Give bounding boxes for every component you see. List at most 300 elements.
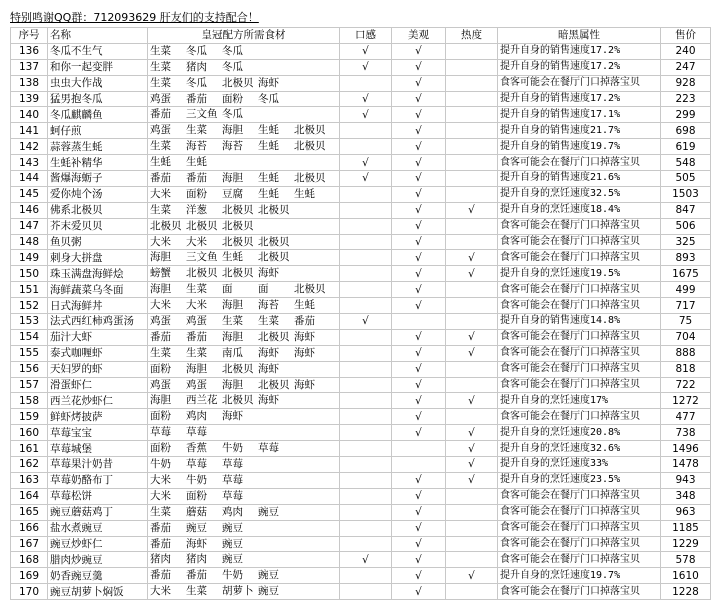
cell-id[interactable]: 136 — [11, 43, 48, 59]
cell-price[interactable]: 499 — [661, 282, 711, 298]
cell-taste[interactable] — [340, 123, 392, 139]
cell-looks[interactable] — [392, 552, 446, 568]
cell-materials[interactable] — [148, 171, 340, 187]
cell-heat[interactable] — [446, 329, 498, 345]
cell-id[interactable]: 160 — [11, 425, 48, 441]
cell-materials[interactable] — [148, 155, 340, 171]
cell-dark-attr[interactable]: 提升自身的烹饪速度20.8% — [498, 425, 661, 441]
cell-looks[interactable] — [392, 488, 446, 504]
cell-name[interactable]: 盐水煮豌豆 — [48, 520, 148, 536]
cell-id[interactable]: 145 — [11, 186, 48, 202]
cell-price[interactable]: 1228 — [661, 584, 711, 600]
cell-id[interactable]: 164 — [11, 488, 48, 504]
cell-materials[interactable] — [148, 282, 340, 298]
cell-materials[interactable] — [148, 250, 340, 266]
cell-dark-attr[interactable]: 提升自身的烹饪速度18.4% — [498, 202, 661, 218]
cell-heat[interactable] — [446, 171, 498, 187]
table-row[interactable] — [11, 91, 711, 107]
cell-taste[interactable] — [340, 441, 392, 457]
cell-dark-attr[interactable]: 提升自身的销售速度17.2% — [498, 43, 661, 59]
cell-name[interactable]: 滑蛋虾仁 — [48, 377, 148, 393]
cell-name[interactable]: 冬瓜麒麟鱼 — [48, 107, 148, 123]
cell-taste[interactable] — [340, 75, 392, 91]
cell-looks[interactable] — [392, 393, 446, 409]
cell-dark-attr[interactable]: 提升自身的烹饪速度23.5% — [498, 472, 661, 488]
table-row[interactable] — [11, 504, 711, 520]
header-materials[interactable]: 皇冠配方所需食材 — [148, 28, 340, 44]
cell-materials[interactable] — [148, 425, 340, 441]
cell-taste[interactable] — [340, 520, 392, 536]
cell-name[interactable]: 蒜蓉蒸生蚝 — [48, 139, 148, 155]
cell-heat[interactable] — [446, 552, 498, 568]
table-row[interactable] — [11, 536, 711, 552]
cell-heat[interactable] — [446, 266, 498, 282]
cell-materials[interactable] — [148, 361, 340, 377]
cell-looks[interactable] — [392, 504, 446, 520]
cell-id[interactable]: 168 — [11, 552, 48, 568]
cell-taste[interactable] — [340, 107, 392, 123]
cell-dark-attr[interactable]: 食客可能会在餐厅门口掉落宝贝 — [498, 504, 661, 520]
cell-materials[interactable] — [148, 186, 340, 202]
table-row[interactable] — [11, 171, 711, 187]
cell-materials[interactable] — [148, 409, 340, 425]
cell-looks[interactable] — [392, 457, 446, 473]
cell-taste[interactable] — [340, 139, 392, 155]
cell-looks[interactable] — [392, 409, 446, 425]
cell-looks[interactable] — [392, 234, 446, 250]
cell-name[interactable]: 草莓果汁奶昔 — [48, 457, 148, 473]
cell-id[interactable]: 167 — [11, 536, 48, 552]
cell-materials[interactable] — [148, 441, 340, 457]
cell-dark-attr[interactable]: 提升自身的销售速度19.7% — [498, 139, 661, 155]
cell-taste[interactable] — [340, 568, 392, 584]
cell-dark-attr[interactable]: 食客可能会在餐厅门口掉落宝贝 — [498, 536, 661, 552]
cell-heat[interactable] — [446, 123, 498, 139]
cell-id[interactable]: 159 — [11, 409, 48, 425]
cell-looks[interactable] — [392, 472, 446, 488]
cell-price[interactable]: 325 — [661, 234, 711, 250]
cell-id[interactable]: 166 — [11, 520, 48, 536]
cell-dark-attr[interactable]: 食客可能会在餐厅门口掉落宝贝 — [498, 584, 661, 600]
cell-name[interactable]: 豌豆炒虾仁 — [48, 536, 148, 552]
cell-id[interactable]: 139 — [11, 91, 48, 107]
cell-looks[interactable] — [392, 361, 446, 377]
cell-id[interactable]: 162 — [11, 457, 48, 473]
table-row[interactable] — [11, 488, 711, 504]
table-row[interactable] — [11, 377, 711, 393]
cell-price[interactable]: 698 — [661, 123, 711, 139]
cell-heat[interactable] — [446, 409, 498, 425]
cell-dark-attr[interactable]: 食客可能会在餐厅门口掉落宝贝 — [498, 234, 661, 250]
table-row[interactable] — [11, 107, 711, 123]
table-row[interactable] — [11, 202, 711, 218]
cell-dark-attr[interactable]: 提升自身的销售速度21.6% — [498, 171, 661, 187]
cell-heat[interactable] — [446, 393, 498, 409]
table-row[interactable] — [11, 361, 711, 377]
cell-price[interactable]: 506 — [661, 218, 711, 234]
cell-heat[interactable] — [446, 298, 498, 314]
table-row[interactable] — [11, 393, 711, 409]
cell-heat[interactable] — [446, 59, 498, 75]
cell-materials[interactable] — [148, 139, 340, 155]
cell-price[interactable]: 888 — [661, 345, 711, 361]
cell-heat[interactable] — [446, 584, 498, 600]
cell-name[interactable]: 法式西红柿鸡蛋汤 — [48, 314, 148, 330]
cell-name[interactable]: 鲜虾烤披萨 — [48, 409, 148, 425]
cell-taste[interactable] — [340, 202, 392, 218]
cell-heat[interactable] — [446, 202, 498, 218]
cell-price[interactable]: 1496 — [661, 441, 711, 457]
cell-taste[interactable] — [340, 329, 392, 345]
cell-dark-attr[interactable]: 食客可能会在餐厅门口掉落宝贝 — [498, 377, 661, 393]
cell-dark-attr[interactable]: 提升自身的销售速度17.2% — [498, 59, 661, 75]
cell-price[interactable]: 505 — [661, 171, 711, 187]
table-row[interactable] — [11, 43, 711, 59]
cell-name[interactable]: 虫虫大作战 — [48, 75, 148, 91]
cell-taste[interactable] — [340, 488, 392, 504]
cell-heat[interactable] — [446, 186, 498, 202]
cell-heat[interactable] — [446, 345, 498, 361]
cell-id[interactable]: 154 — [11, 329, 48, 345]
cell-id[interactable]: 151 — [11, 282, 48, 298]
cell-dark-attr[interactable]: 食客可能会在餐厅门口掉落宝贝 — [498, 361, 661, 377]
cell-price[interactable]: 1478 — [661, 457, 711, 473]
cell-name[interactable]: 豌豆胡萝卜焖饭 — [48, 584, 148, 600]
cell-dark-attr[interactable]: 食客可能会在餐厅门口掉落宝贝 — [498, 409, 661, 425]
table-row[interactable] — [11, 472, 711, 488]
cell-looks[interactable] — [392, 186, 446, 202]
cell-id[interactable]: 138 — [11, 75, 48, 91]
cell-dark-attr[interactable]: 食客可能会在餐厅门口掉落宝贝 — [498, 345, 661, 361]
table-row[interactable] — [11, 520, 711, 536]
cell-taste[interactable] — [340, 171, 392, 187]
table-row[interactable] — [11, 139, 711, 155]
cell-name[interactable]: 刺身大拼盘 — [48, 250, 148, 266]
cell-looks[interactable] — [392, 155, 446, 171]
cell-materials[interactable] — [148, 520, 340, 536]
cell-id[interactable]: 165 — [11, 504, 48, 520]
cell-name[interactable]: 草莓松饼 — [48, 488, 148, 504]
cell-name[interactable]: 草莓宝宝 — [48, 425, 148, 441]
cell-name[interactable]: 腊肉炒豌豆 — [48, 552, 148, 568]
cell-dark-attr[interactable]: 提升自身的销售速度17.1% — [498, 107, 661, 123]
cell-materials[interactable] — [148, 393, 340, 409]
header-dark-attr[interactable]: 暗黑属性 — [498, 28, 661, 44]
cell-name[interactable]: 冬瓜不生气 — [48, 43, 148, 59]
cell-materials[interactable] — [148, 234, 340, 250]
cell-dark-attr[interactable]: 提升自身的销售速度21.7% — [498, 123, 661, 139]
cell-id[interactable]: 161 — [11, 441, 48, 457]
cell-dark-attr[interactable]: 食客可能会在餐厅门口掉落宝贝 — [498, 520, 661, 536]
cell-id[interactable]: 156 — [11, 361, 48, 377]
cell-name[interactable]: 猛男抱冬瓜 — [48, 91, 148, 107]
cell-price[interactable]: 548 — [661, 155, 711, 171]
table-row[interactable] — [11, 314, 711, 330]
cell-price[interactable]: 299 — [661, 107, 711, 123]
cell-name[interactable]: 天妇罗的虾 — [48, 361, 148, 377]
cell-price[interactable]: 223 — [661, 91, 711, 107]
cell-heat[interactable] — [446, 536, 498, 552]
cell-looks[interactable] — [392, 377, 446, 393]
cell-name[interactable]: 奶香豌豆羹 — [48, 568, 148, 584]
cell-name[interactable]: 和你一起变胖 — [48, 59, 148, 75]
cell-materials[interactable] — [148, 314, 340, 330]
cell-price[interactable]: 893 — [661, 250, 711, 266]
cell-heat[interactable] — [446, 250, 498, 266]
table-row[interactable] — [11, 218, 711, 234]
cell-id[interactable]: 143 — [11, 155, 48, 171]
cell-taste[interactable] — [340, 155, 392, 171]
cell-heat[interactable] — [446, 107, 498, 123]
cell-price[interactable]: 818 — [661, 361, 711, 377]
cell-materials[interactable] — [148, 75, 340, 91]
table-row[interactable] — [11, 552, 711, 568]
header-heat[interactable]: 热度 — [446, 28, 498, 44]
cell-taste[interactable] — [340, 266, 392, 282]
cell-id[interactable]: 170 — [11, 584, 48, 600]
cell-id[interactable]: 141 — [11, 123, 48, 139]
header-taste[interactable]: 口感 — [340, 28, 392, 44]
cell-taste[interactable] — [340, 377, 392, 393]
cell-heat[interactable] — [446, 377, 498, 393]
cell-name[interactable]: 爱你炖个汤 — [48, 186, 148, 202]
cell-price[interactable]: 1610 — [661, 568, 711, 584]
cell-materials[interactable] — [148, 298, 340, 314]
cell-price[interactable]: 477 — [661, 409, 711, 425]
cell-taste[interactable] — [340, 91, 392, 107]
table-row[interactable] — [11, 584, 711, 600]
cell-heat[interactable] — [446, 568, 498, 584]
cell-name[interactable]: 酱爆海蛎子 — [48, 171, 148, 187]
cell-taste[interactable] — [340, 536, 392, 552]
cell-heat[interactable] — [446, 75, 498, 91]
table-row[interactable] — [11, 266, 711, 282]
cell-heat[interactable] — [446, 425, 498, 441]
cell-taste[interactable] — [340, 472, 392, 488]
cell-heat[interactable] — [446, 441, 498, 457]
cell-id[interactable]: 148 — [11, 234, 48, 250]
cell-heat[interactable] — [446, 314, 498, 330]
cell-price[interactable]: 619 — [661, 139, 711, 155]
cell-id[interactable]: 144 — [11, 171, 48, 187]
cell-looks[interactable] — [392, 425, 446, 441]
cell-dark-attr[interactable]: 食客可能会在餐厅门口掉落宝贝 — [498, 218, 661, 234]
cell-price[interactable]: 722 — [661, 377, 711, 393]
cell-price[interactable]: 928 — [661, 75, 711, 91]
cell-dark-attr[interactable]: 食客可能会在餐厅门口掉落宝贝 — [498, 282, 661, 298]
table-row[interactable] — [11, 425, 711, 441]
cell-looks[interactable] — [392, 584, 446, 600]
cell-heat[interactable] — [446, 488, 498, 504]
cell-dark-attr[interactable]: 食客可能会在餐厅门口掉落宝贝 — [498, 329, 661, 345]
cell-price[interactable]: 1503 — [661, 186, 711, 202]
cell-taste[interactable] — [340, 361, 392, 377]
cell-name[interactable]: 芥末爱贝贝 — [48, 218, 148, 234]
cell-dark-attr[interactable]: 食客可能会在餐厅门口掉落宝贝 — [498, 298, 661, 314]
cell-price[interactable]: 963 — [661, 504, 711, 520]
cell-heat[interactable] — [446, 457, 498, 473]
cell-id[interactable]: 157 — [11, 377, 48, 393]
cell-name[interactable]: 西兰花炒虾仁 — [48, 393, 148, 409]
cell-price[interactable]: 1185 — [661, 520, 711, 536]
cell-heat[interactable] — [446, 504, 498, 520]
cell-taste[interactable] — [340, 457, 392, 473]
table-row[interactable] — [11, 329, 711, 345]
table-row[interactable] — [11, 457, 711, 473]
table-row[interactable] — [11, 186, 711, 202]
cell-id[interactable]: 146 — [11, 202, 48, 218]
cell-dark-attr[interactable]: 提升自身的烹饪速度19.7% — [498, 568, 661, 584]
cell-looks[interactable] — [392, 266, 446, 282]
cell-looks[interactable] — [392, 568, 446, 584]
cell-materials[interactable] — [148, 472, 340, 488]
cell-taste[interactable] — [340, 298, 392, 314]
cell-taste[interactable] — [340, 584, 392, 600]
cell-dark-attr[interactable]: 食客可能会在餐厅门口掉落宝贝 — [498, 552, 661, 568]
table-row[interactable] — [11, 250, 711, 266]
cell-looks[interactable] — [392, 218, 446, 234]
cell-materials[interactable] — [148, 218, 340, 234]
cell-materials[interactable] — [148, 107, 340, 123]
cell-looks[interactable] — [392, 91, 446, 107]
table-row[interactable] — [11, 234, 711, 250]
cell-taste[interactable] — [340, 218, 392, 234]
cell-dark-attr[interactable]: 提升自身的烹饪速度19.5% — [498, 266, 661, 282]
cell-taste[interactable] — [340, 345, 392, 361]
cell-materials[interactable] — [148, 568, 340, 584]
cell-materials[interactable] — [148, 457, 340, 473]
cell-taste[interactable] — [340, 282, 392, 298]
cell-taste[interactable] — [340, 314, 392, 330]
cell-name[interactable]: 海鲜蔬菜乌冬面 — [48, 282, 148, 298]
cell-heat[interactable] — [446, 43, 498, 59]
table-row[interactable] — [11, 59, 711, 75]
header-id[interactable]: 序号 — [11, 28, 48, 44]
cell-name[interactable]: 鱼贝粥 — [48, 234, 148, 250]
cell-price[interactable]: 738 — [661, 425, 711, 441]
cell-price[interactable]: 847 — [661, 202, 711, 218]
cell-price[interactable]: 247 — [661, 59, 711, 75]
cell-looks[interactable] — [392, 329, 446, 345]
cell-dark-attr[interactable]: 提升自身的烹饪速度17% — [498, 393, 661, 409]
cell-taste[interactable] — [340, 234, 392, 250]
cell-heat[interactable] — [446, 218, 498, 234]
cell-name[interactable]: 蚵仔煎 — [48, 123, 148, 139]
cell-materials[interactable] — [148, 552, 340, 568]
table-row[interactable] — [11, 282, 711, 298]
cell-looks[interactable] — [392, 314, 446, 330]
cell-name[interactable]: 佛系北极贝 — [48, 202, 148, 218]
cell-taste[interactable] — [340, 43, 392, 59]
cell-name[interactable]: 日式海鲜丼 — [48, 298, 148, 314]
cell-dark-attr[interactable]: 提升自身的销售速度14.8% — [498, 314, 661, 330]
cell-materials[interactable] — [148, 91, 340, 107]
cell-materials[interactable] — [148, 43, 340, 59]
cell-price[interactable]: 348 — [661, 488, 711, 504]
cell-materials[interactable] — [148, 266, 340, 282]
cell-materials[interactable] — [148, 202, 340, 218]
cell-price[interactable]: 704 — [661, 329, 711, 345]
table-row[interactable] — [11, 441, 711, 457]
cell-heat[interactable] — [446, 234, 498, 250]
cell-heat[interactable] — [446, 91, 498, 107]
table-row[interactable] — [11, 298, 711, 314]
cell-looks[interactable] — [392, 282, 446, 298]
cell-id[interactable]: 158 — [11, 393, 48, 409]
cell-id[interactable]: 142 — [11, 139, 48, 155]
table-row[interactable] — [11, 345, 711, 361]
cell-heat[interactable] — [446, 155, 498, 171]
cell-price[interactable]: 578 — [661, 552, 711, 568]
cell-heat[interactable] — [446, 361, 498, 377]
table-row[interactable] — [11, 155, 711, 171]
cell-id[interactable]: 169 — [11, 568, 48, 584]
cell-dark-attr[interactable]: 提升自身的销售速度17.2% — [498, 91, 661, 107]
cell-taste[interactable] — [340, 409, 392, 425]
cell-price[interactable]: 240 — [661, 43, 711, 59]
cell-name[interactable]: 草莓城堡 — [48, 441, 148, 457]
cell-heat[interactable] — [446, 282, 498, 298]
cell-id[interactable]: 150 — [11, 266, 48, 282]
cell-looks[interactable] — [392, 536, 446, 552]
cell-id[interactable]: 155 — [11, 345, 48, 361]
cell-materials[interactable] — [148, 377, 340, 393]
cell-name[interactable]: 生蚝补精华 — [48, 155, 148, 171]
table-row[interactable] — [11, 123, 711, 139]
cell-taste[interactable] — [340, 393, 392, 409]
cell-taste[interactable] — [340, 425, 392, 441]
cell-name[interactable]: 草莓奶酪布丁 — [48, 472, 148, 488]
cell-dark-attr[interactable]: 提升自身的烹饪速度32.5% — [498, 186, 661, 202]
cell-materials[interactable] — [148, 584, 340, 600]
cell-heat[interactable] — [446, 472, 498, 488]
header-looks[interactable]: 美观 — [392, 28, 446, 44]
cell-dark-attr[interactable]: 提升自身的烹饪速度33% — [498, 457, 661, 473]
table-row[interactable] — [11, 409, 711, 425]
cell-id[interactable]: 137 — [11, 59, 48, 75]
cell-price[interactable]: 75 — [661, 314, 711, 330]
cell-name[interactable]: 珠玉满盘海鲜烩 — [48, 266, 148, 282]
cell-id[interactable]: 152 — [11, 298, 48, 314]
cell-taste[interactable] — [340, 186, 392, 202]
cell-id[interactable]: 149 — [11, 250, 48, 266]
cell-id[interactable]: 153 — [11, 314, 48, 330]
table-row[interactable] — [11, 568, 711, 584]
cell-looks[interactable] — [392, 298, 446, 314]
cell-id[interactable]: 147 — [11, 218, 48, 234]
cell-name[interactable]: 茄汁大虾 — [48, 329, 148, 345]
cell-looks[interactable] — [392, 139, 446, 155]
cell-looks[interactable] — [392, 171, 446, 187]
cell-materials[interactable] — [148, 123, 340, 139]
cell-looks[interactable] — [392, 107, 446, 123]
cell-dark-attr[interactable]: 提升自身的烹饪速度32.6% — [498, 441, 661, 457]
cell-price[interactable]: 1675 — [661, 266, 711, 282]
cell-price[interactable]: 1229 — [661, 536, 711, 552]
cell-looks[interactable] — [392, 520, 446, 536]
cell-looks[interactable] — [392, 202, 446, 218]
cell-id[interactable]: 140 — [11, 107, 48, 123]
cell-materials[interactable] — [148, 488, 340, 504]
cell-taste[interactable] — [340, 59, 392, 75]
cell-dark-attr[interactable]: 食客可能会在餐厅门口掉落宝贝 — [498, 488, 661, 504]
cell-heat[interactable] — [446, 139, 498, 155]
cell-materials[interactable] — [148, 504, 340, 520]
cell-materials[interactable] — [148, 536, 340, 552]
cell-id[interactable]: 163 — [11, 472, 48, 488]
cell-taste[interactable] — [340, 552, 392, 568]
header-price[interactable]: 售价 — [661, 28, 711, 44]
